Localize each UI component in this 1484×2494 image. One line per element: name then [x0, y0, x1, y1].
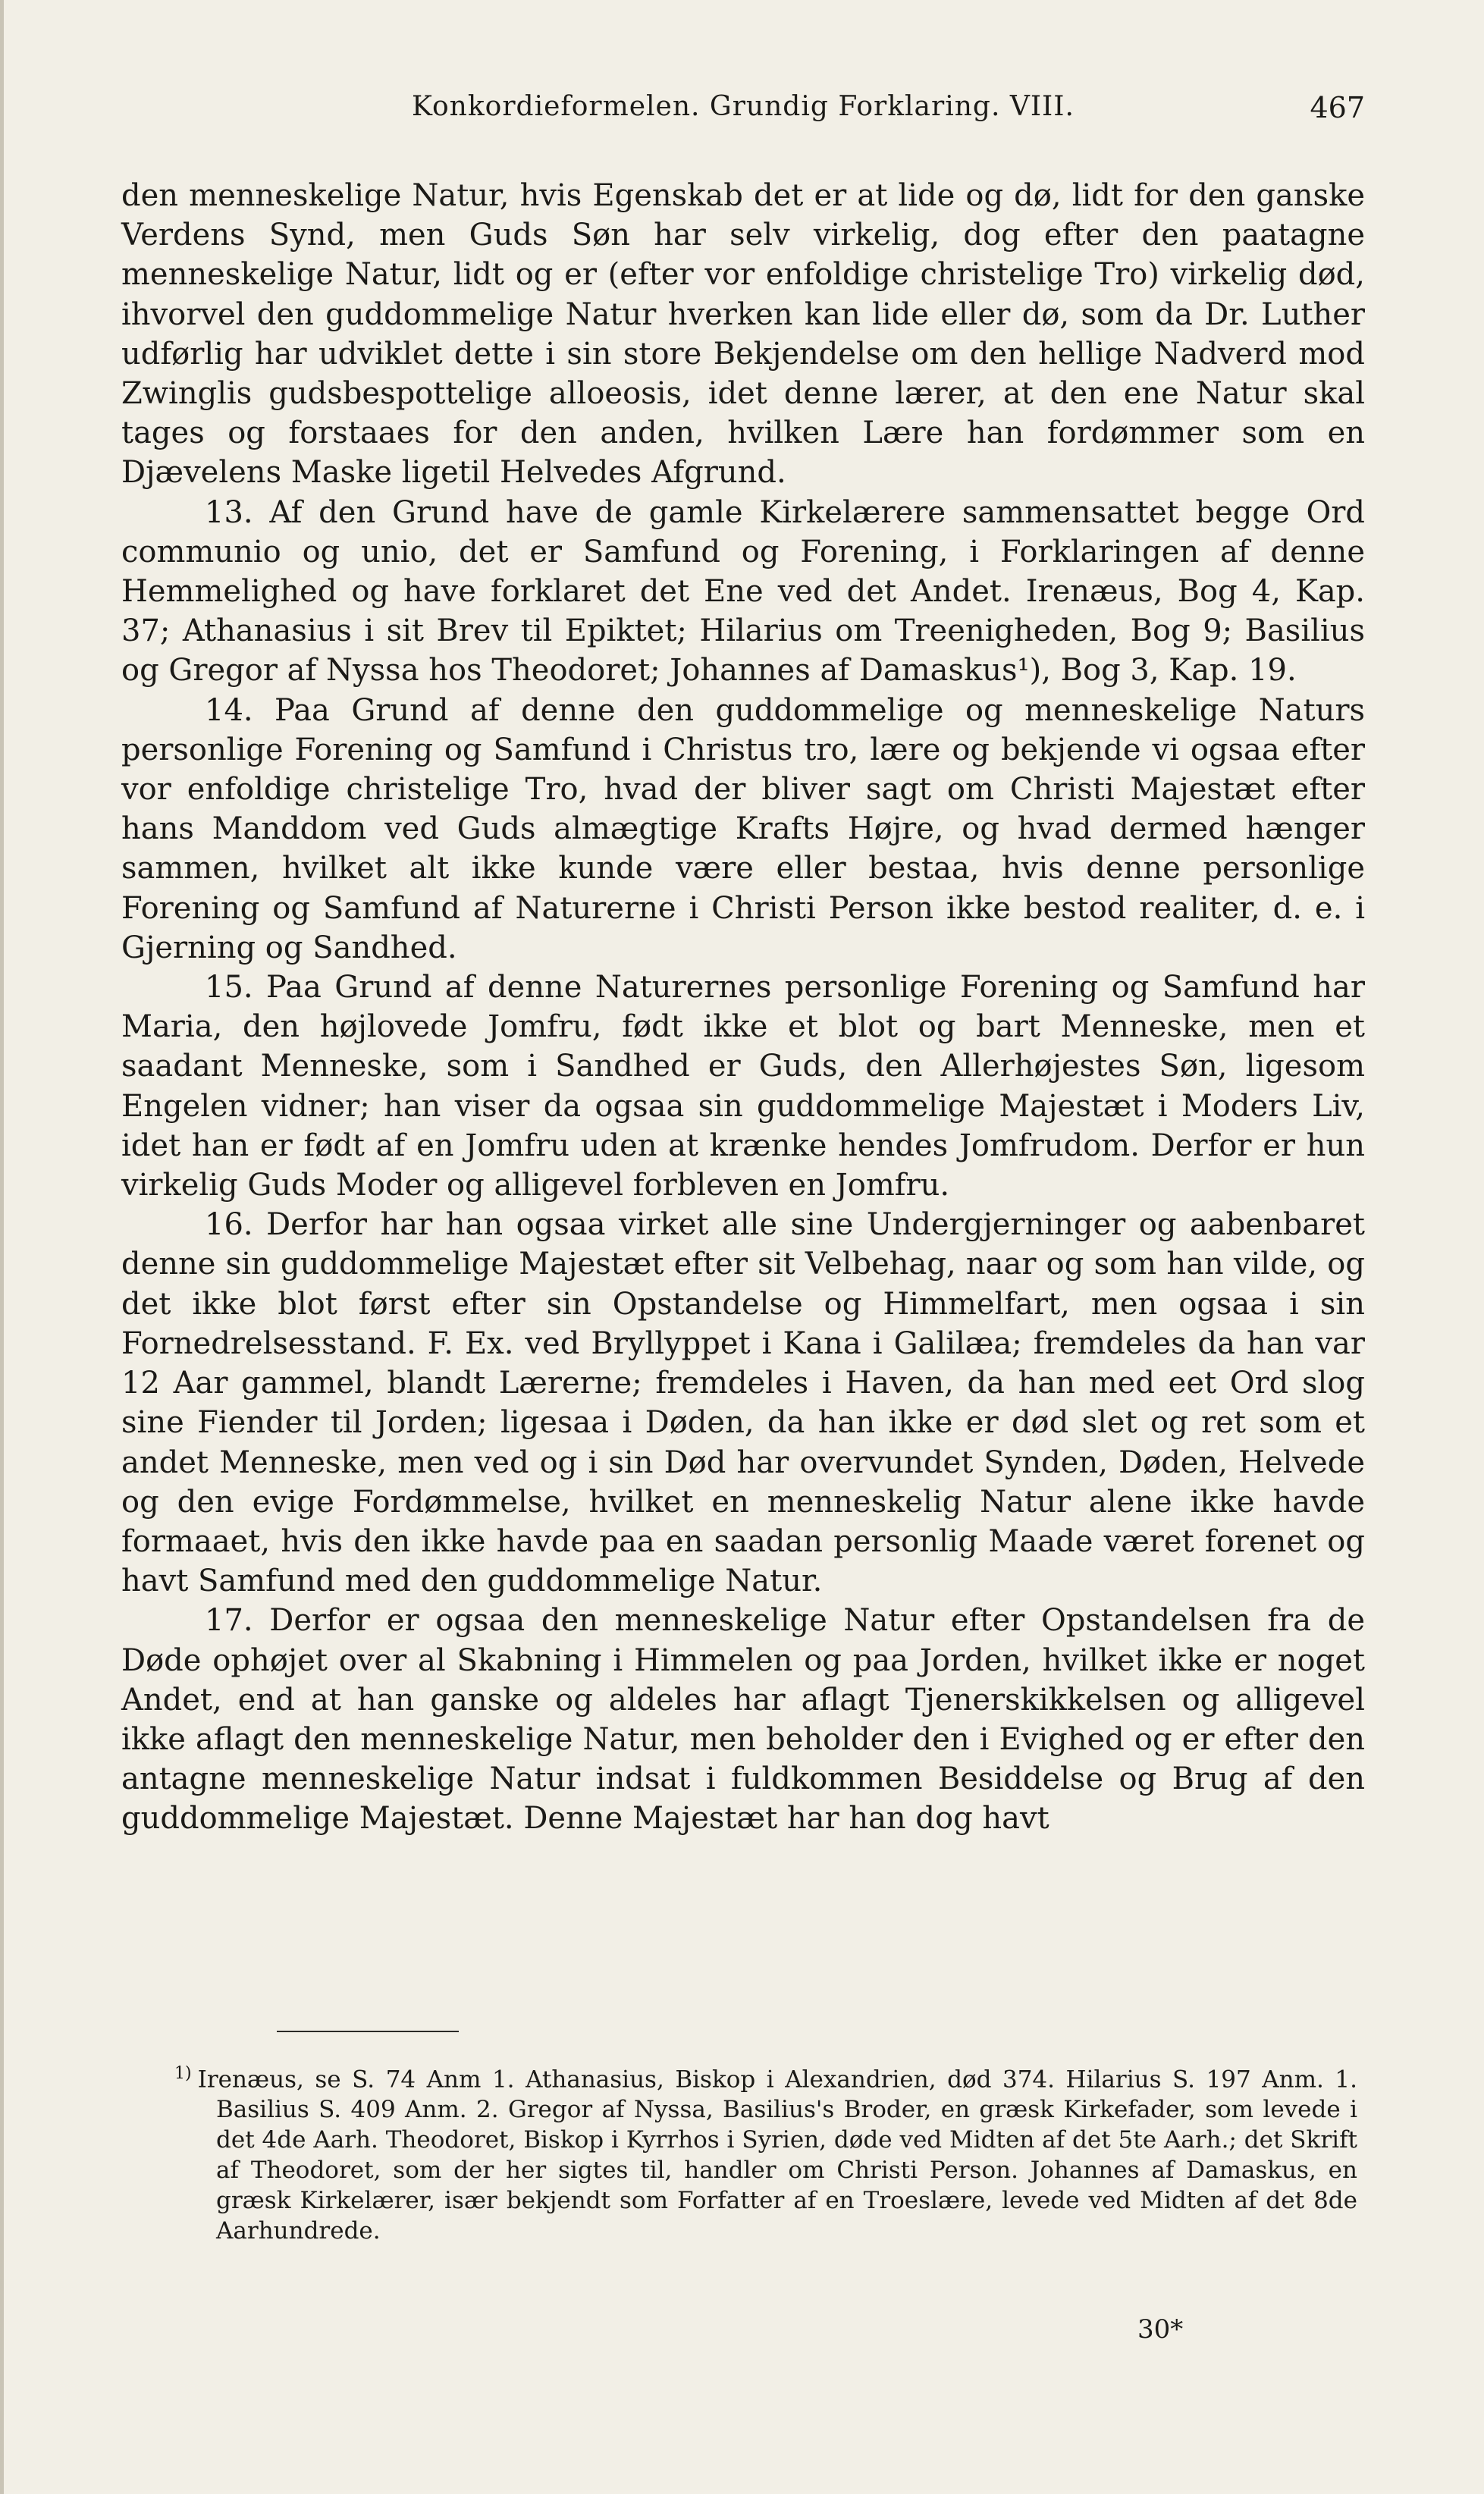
footnote-mark: 1) — [174, 2064, 192, 2083]
footnote — [174, 2059, 1357, 2246]
paragraph-continued: den menneskelige Natur, hvis Egenskab det er at lide og dø, lidt for den ganske Verdens Synd, men Guds Søn har selv virkelig, dog efter den paatagne menneskelige Natur, lidt og er (efter vor enfoldige christelige Tro) virkelig død, ihvorvel den guddommelige Natur hverken kan lide eller dø, som da Dr. Luther udførlig har udviklet dette i sin store Bekjendelse om den hellige Nadverd mod Zwinglis gudsbespottelige alloeosis, idet denne lærer, at den ene Natur skal tages og forstaaes for den anden, hvilken Lære han fordømmer som en Djævelens Maske ligetil Helvedes Afgrund. — [121, 178, 1365, 491]
signature-mark: 30* — [1137, 2314, 1184, 2345]
paragraph-17: 17. Derfor er ogsaa den menneskelige Natur efter Opstandelsen fra de Døde ophøjet over al Skabning i Himmelen og paa Jorden, hvilket ikke er noget Andet, end at han ganske og aldeles har aflagt Tjenerskikkelsen og alligevel ikke aflagt den menneskelige Natur, men beholder den i Evighed og er efter den antagne menneskelige Natur indsat i fuldkommen Besiddelse og Brug af den guddommelige Majestæt. Denne Majestæt har han dog havt — [121, 1603, 1365, 1837]
body-text — [121, 176, 1365, 1839]
paragraph-16: 16. Derfor har han ogsaa virket alle sine Undergjerninger og aabenbaret denne sin guddommelige Majestæt efter sit Velbehag, naar og som han vilde, og det ikke blot først efter sin Opstandelse og Himmelfart, men ogsaa i sin Fornedrelsesstand. F. Ex. ved Bryllyppet i Kana i Galilæa; fremdeles da han var 12 Aar gammel, blandt Lærerne; fremdeles i Haven, da han med eet Ord slog sine Fiender til Jorden; ligesaa i Døden, da han ikke er død slet og ret som et andet Menneske, men ved og i sin Død har overvundet Synden, Døden, Helvede og den evige Fordømmelse, hvilket en menneskelig Natur alene ikke havde formaaet, hvis den ikke havde paa en saadan personlig Maade været forenet og havt Samfund med den guddommelige Natur. — [121, 1207, 1365, 1599]
footnote-divider — [277, 2031, 459, 2032]
paragraph-14: 14. Paa Grund af denne den guddommelige og menneskelige Naturs personlige Forening og Samfund i Christus tro, lære og bekjende vi ogsaa efter vor enfoldige christelige Tro, hvad der bliver sagt om Christi Majestæt efter hans Manddom ved Guds almægtige Krafts Højre, og hvad dermed hænger sammen, hvilket alt ikke kunde være eller bestaa, hvis denne personlige Forening og Samfund af Naturerne i Christi Person ikke bestod realiter, d. e. i Gjerning og Sandhed. — [121, 692, 1365, 965]
page-edge — [0, 0, 4, 2494]
running-title: Konkordieformelen. Grundig Forklaring. VIII. — [412, 91, 1075, 122]
paragraph-15: 15. Paa Grund af denne Naturernes personlige Forening og Samfund har Maria, den højlovede Jomfru, født ikke et blot og bart Menneske, men et saadant Menneske, som i Sandhed er Guds, den Allerhøjestes Søn, ligesom Engelen vidner; han viser da ogsaa sin guddommelige Majestæt i Moders Liv, idet han er født af en Jomfru uden at krænke hendes Jomfrudom. Derfor er hun virkelig Guds Moder og alligevel forbleven en Jomfru. — [121, 970, 1365, 1203]
page-number: 467 — [1310, 91, 1365, 124]
footnote-text: Irenæus, se S. 74 Anm 1. Athanasius, Biskop i Alexandrien, død 374. Hilarius S. 197 Anm. 1. Basilius S. 409 Anm. 2. Gregor af Nyssa, Basilius's Broder, en græsk Kirkefader, som levede i det 4de Aarh. Theodoret, Biskop i Kyrrhos i Syrien, døde ved Midten af det 5te Aarh.; det Skrift af Theodoret, som der her sigtes til, handler om Christi Person. Johannes af Damaskus, en græsk Kirkelærer, især bekjendt som Forfatter af en Troeslære, levede ved Midten af det 8de Aarhundrede. — [197, 2066, 1357, 2245]
page-header — [121, 91, 1365, 136]
paragraph-13: 13. Af den Grund have de gamle Kirkelærere sammensattet begge Ord communio og unio, det er Samfund og Forening, i Forklaringen af denne Hemmelighed og have forklaret det Ene ved det Andet. Irenæus, Bog 4, Kap. 37; Athanasius i sit Brev til Epiktet; Hilarius om Treenigheden, Bog 9; Basilius og Gregor af Nyssa hos Theodoret; Johannes af Damaskus¹), Bog 3, Kap. 19. — [121, 494, 1365, 689]
footnote-paragraph — [174, 2059, 1357, 2246]
